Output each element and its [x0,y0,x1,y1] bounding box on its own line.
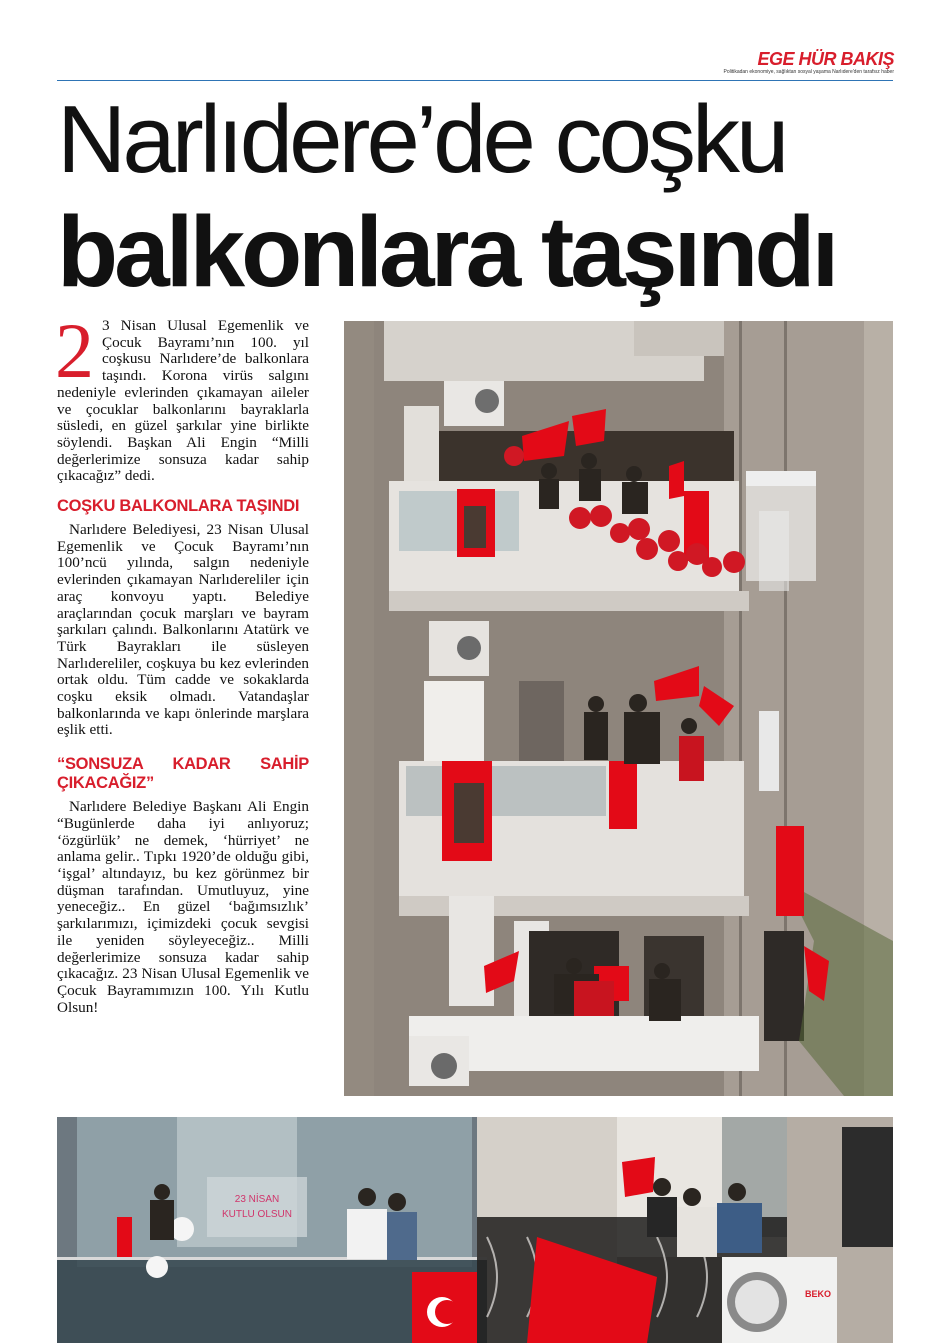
balcony-photo-bottom [57,1117,893,1343]
logo-tagline: Politikadan ekonomiye, sağlıktan sosyal yaşama Narlıdere'den tarafsız haber [723,69,894,75]
masthead-logo [724,50,895,75]
ac-brand-label: BEKO [805,1289,832,1299]
sign-line-2: KUTLU OLSUN [221,1209,293,1220]
headline-line-1: Narlıdere’de coşku [57,86,786,193]
paragraph-2: Narlıdere Belediye Başkanı Ali Engin “Bugünlerde daha iyi anlıyoruz; ‘özgürlük’ ne demek, ‘hürriyet’ ne anlama gelir.. Tıpkı 1920’de olduğu gibi, ‘işgal’ altındayız, bu kez görünmez bir düşman tarafından. Umutluyuz, yine yeneceğiz.. En güzel ‘bağımsızlık’ şarkılarımızı, içimizdeki çocuk sevgisi ile yeniden söyleyeceğiz.. Milli değerlerimize sonsuza kadar sahip çıkacağız. 23 Nisan Ulusal Egemenlik ve Çocuk Bayramımızın 100. Yılı Kutlu Olsun! [57,798,309,1016]
subhead-1: COŞKU BALKONLARA TAŞINDI [57,497,300,516]
lead-paragraph [55,307,309,485]
paragraph-1: Narlıdere Belediyesi, 23 Nisan Ulusal Egemenlik ve Çocuk Bayramı’nın 100’ncü yılında, salgın nedeniyle evlerinden çıkamayan Narlıdereliler için araç konvoyu yaptı. Belediye araçlarından çocuk marşları ve bayram şarkıları çalındı. Balkonlarını Atatürk ve Türk Bayrakları ile süsleyen Narlıdereliler, coşkuya bu kez evlerinden ortak oldu. Tüm cadde ve sokaklarda coşku eksik olmadı. Vatandaşlar balkonlarında ve kapı önlerinde marşlara eşlik etti. [57,521,309,739]
headline-line-2: balkonlara taşındı [57,196,836,308]
header-rule [57,80,893,81]
subhead-2: “SONSUZA KADAR SAHİP ÇIKACAĞIZ” [57,755,309,793]
balcony-photo-main [344,321,893,1096]
logo-text: EGE HÜR BAKIŞ [757,49,894,69]
drop-cap: 2 [55,307,94,394]
sign-line-1: 23 NİSAN [234,1194,280,1205]
article-column [55,307,309,1016]
lead-text: 3 Nisan Ulusal Egemenlik ve Çocuk Bayramı’nın 100. yıl coşkusu Narlıdere’de balkonlara taşındı. Korona virüs salgını nedeniyle evlerinden çıkamayan aileler ve çocuklar balkonlarını bayraklarla süsledi, en güzel şarkılar yine birlikte söylendi. Başkan Ali Engin “Milli değerlerimize sonsuza kadar sahip çıkacağız” dedi. [57,317,309,485]
